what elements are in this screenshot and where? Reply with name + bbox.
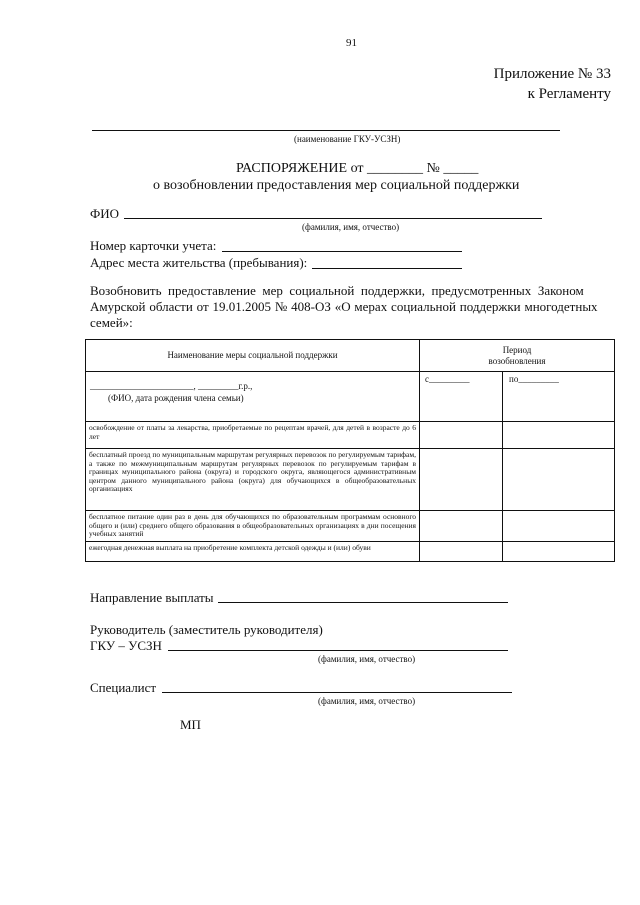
stamp-label: МП [180, 717, 201, 732]
from-value-cell [420, 449, 503, 511]
specialist-caption: (фамилия, имя, отчество) [318, 696, 416, 706]
to-value-cell [503, 542, 615, 562]
specialist-signature-line [162, 692, 512, 693]
to-label: по_________ [509, 374, 559, 384]
org-caption: (наименование ГКУ-УСЗН) [294, 134, 401, 144]
address-label: Адрес места жительства (пребывания): [90, 255, 308, 270]
table-row [86, 449, 615, 511]
header-period-cell [420, 340, 615, 372]
table-header-row [86, 340, 615, 372]
header-measure: Наименование меры социальной поддержки [167, 350, 338, 361]
address-line [312, 268, 462, 269]
fio-label: ФИО [90, 206, 120, 221]
member-cell [86, 372, 420, 422]
paragraph-line-3: семей»: [90, 315, 133, 330]
from-value-cell [420, 542, 503, 562]
measure-cell: освобождение от платы за лекарства, приобретаемые по рецептам врачей, для детей в возрасте до 6 лет [86, 422, 420, 449]
head-title: Руководитель (заместитель руководителя) [90, 622, 323, 637]
account-card-line [222, 251, 462, 252]
from-value-cell [420, 422, 503, 449]
member-caption: (ФИО, дата рождения члена семьи) [108, 393, 244, 403]
account-card-label: Номер карточки учета: [90, 238, 217, 253]
head-caption: (фамилия, имя, отчество) [318, 654, 416, 664]
to-value-cell [503, 511, 615, 542]
to-cell [503, 372, 615, 422]
head-signature-line [168, 650, 508, 651]
measure-cell: бесплатный проезд по муниципальным маршрутам регулярных перевозок по регулируемым тарифам, а также по межмуниципальным маршрутам регулярных перевозок по регулируемым тарифам в границах муниципального района (округа) и городского округа, являющегося административным центром данного муниципального района (округа) для обучающихся в общеобразовательных организациях [86, 449, 420, 511]
payment-direction-label: Направление выплаты [90, 590, 214, 605]
table-row [86, 422, 615, 449]
header-measure-cell [86, 340, 420, 372]
order-title: РАСПОРЯЖЕНИЕ от ________ № _____ [236, 161, 479, 176]
from-label: с_________ [425, 374, 470, 384]
page-number: 91 [346, 37, 357, 49]
appendix-title: Приложение № 33 [493, 66, 611, 82]
fio-caption: (фамилия, имя, отчество) [302, 222, 400, 232]
table-row [86, 511, 615, 542]
fio-line [124, 218, 542, 219]
header-period-2: возобновления [488, 355, 546, 366]
appendix-subtitle: к Регламенту [527, 86, 611, 102]
to-value-cell [503, 422, 615, 449]
table-row [86, 542, 615, 562]
paragraph-line-1: Возобновить предоставление мер социальной поддержки, предусмотренных Законом [90, 283, 584, 298]
member-line: _______________________, _________г.р., [90, 381, 253, 391]
from-cell [420, 372, 503, 422]
measures-table [85, 339, 615, 562]
measure-cell: ежегодная денежная выплата на приобретение комплекта детской одежды и (или) обуви [86, 542, 420, 562]
specialist-label: Специалист [90, 680, 157, 695]
org-name-line [92, 130, 560, 131]
table-member-row [86, 372, 615, 422]
paragraph-line-2: Амурской области от 19.01.2005 № 408-ОЗ «О мерах социальной поддержки многодетных [90, 299, 598, 314]
order-subtitle: о возобновлении предоставления мер социальной поддержки [153, 178, 520, 193]
to-value-cell [503, 449, 615, 511]
measure-cell: бесплатное питание один раз в день для обучающихся по образовательным программам основного общего и (или) среднего общего образования в общеобразовательных организациях в дни посещения учебных занятий [86, 511, 420, 542]
header-period-1: Период [502, 344, 532, 355]
head-org: ГКУ – УСЗН [90, 638, 162, 653]
from-value-cell [420, 511, 503, 542]
payment-direction-line [218, 602, 508, 603]
